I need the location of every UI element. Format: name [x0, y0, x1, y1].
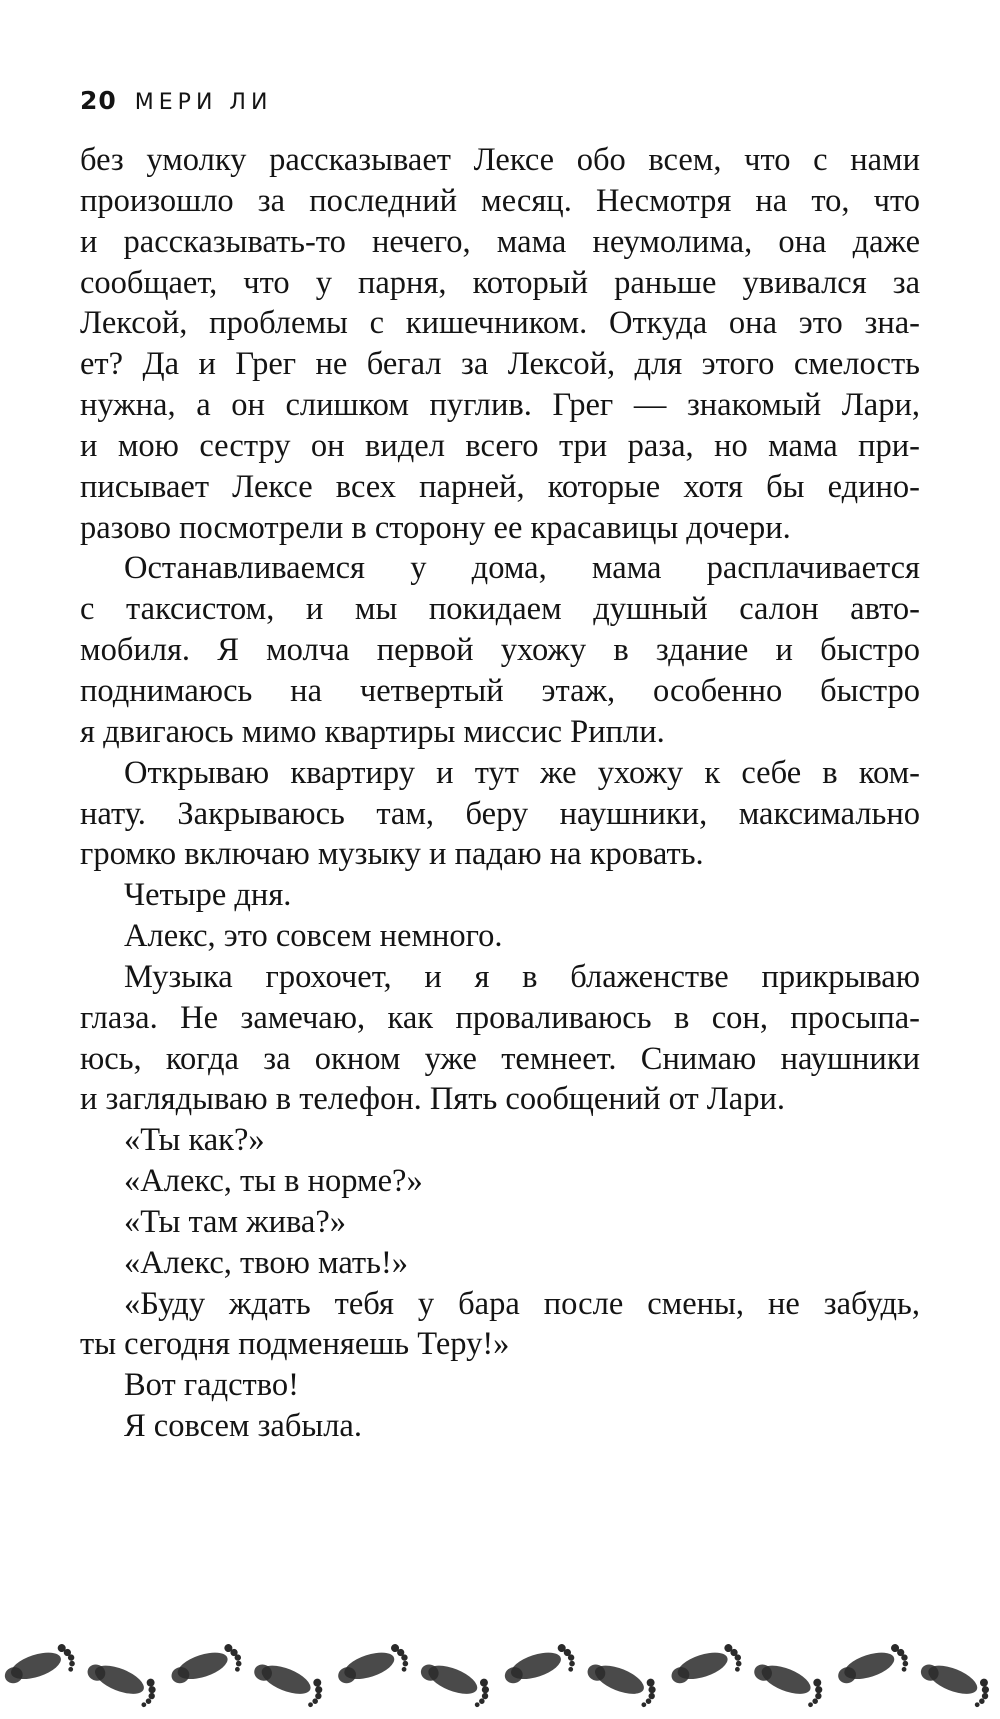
text-line: ет? Да и Грег не бегал за Лексой, для этого смелость: [80, 346, 920, 383]
footprint-icon: [583, 1655, 661, 1709]
text-line: и рассказывать-то нечего, мама неумолима, она даже: [80, 223, 920, 260]
text-line: юсь, когда за окном уже темнеет. Снимаю наушники: [80, 1040, 920, 1077]
footprints-ornament: [0, 1620, 1000, 1719]
text-line: «Алекс, ты в норме?»: [124, 1163, 423, 1200]
text-line: «Алекс, твою мать!»: [124, 1244, 409, 1281]
footprint-icon: [167, 1641, 245, 1691]
text-line: нужна, а он слишком пуглив. Грег — знакомый Лари,: [80, 387, 920, 424]
text-line: и мою сестру он видел всего три раза, но мама при-: [80, 427, 920, 464]
text-line: «Буду ждать тебя у бара после смены, не забудь,: [124, 1285, 920, 1322]
page-number: 20: [80, 86, 117, 115]
text-line: ты сегодня подменяешь Теру!»: [80, 1326, 510, 1363]
text-line: «Ты там жива?»: [124, 1203, 347, 1240]
text-line: громко включаю музыку и падаю на кровать.: [80, 836, 704, 873]
text-line: Лексой, проблемы с кишечником. Откуда она это зна-: [80, 305, 920, 342]
text-line: произошло за последний месяц. Несмотря на то, что: [80, 182, 920, 219]
text-line: нату. Закрываюсь там, беру наушники, максимально: [80, 795, 920, 832]
text-line: разово посмотрели в сторону ее красавицы дочери.: [80, 509, 791, 546]
text-line: я двигаюсь мимо квартиры миссис Рипли.: [80, 713, 665, 750]
text-line: Четыре дня.: [124, 877, 292, 914]
footprint-icon: [749, 1655, 827, 1709]
text-line: без умолку рассказывает Лексе обо всем, что с нами: [80, 142, 920, 178]
footprint-icon: [501, 1641, 579, 1691]
text-line: поднимаюсь на четвертый этаж, особенно быстро: [80, 672, 920, 709]
body-text: [80, 140, 920, 1447]
text-line: Вот гадство!: [124, 1367, 299, 1404]
text-line: мобиля. Я молча первой ухожу в здание и быстро: [80, 632, 920, 669]
text-line: Открываю квартиру и тут же ухожу к себе в ком-: [124, 754, 920, 791]
text-line: Останавливаемся у дома, мама расплачивается: [124, 550, 920, 587]
text-line: Алекс, это совсем немного.: [124, 918, 503, 955]
footprint-icon: [834, 1641, 912, 1691]
footprint-icon: [916, 1655, 994, 1709]
author-name: МЕРИ ЛИ: [134, 90, 273, 115]
text-line: и заглядываю в телефон. Пять сообщений от Лари.: [80, 1081, 786, 1118]
footprint-icon: [1, 1641, 79, 1691]
footprint-icon: [249, 1655, 327, 1709]
running-head: [80, 86, 272, 126]
footprint-icon: [667, 1641, 745, 1691]
text-line: с таксистом, и мы покидаем душный салон авто-: [80, 591, 920, 628]
text-line: сообщает, что у парня, который раньше увивался за: [80, 264, 920, 301]
text-line: Я совсем забыла.: [124, 1408, 362, 1445]
text-line: «Ты как?»: [124, 1122, 265, 1159]
text-line: глаза. Не замечаю, как проваливаюсь в сон, просыпа-: [80, 999, 920, 1036]
footprint-icon: [416, 1655, 494, 1709]
footprint-icon: [334, 1641, 412, 1691]
text-line: писывает Лексе всех парней, которые хотя бы едино-: [80, 468, 920, 505]
text-line: Музыка грохочет, и я в блаженстве прикрываю: [124, 958, 920, 995]
footprint-icon: [83, 1655, 161, 1709]
